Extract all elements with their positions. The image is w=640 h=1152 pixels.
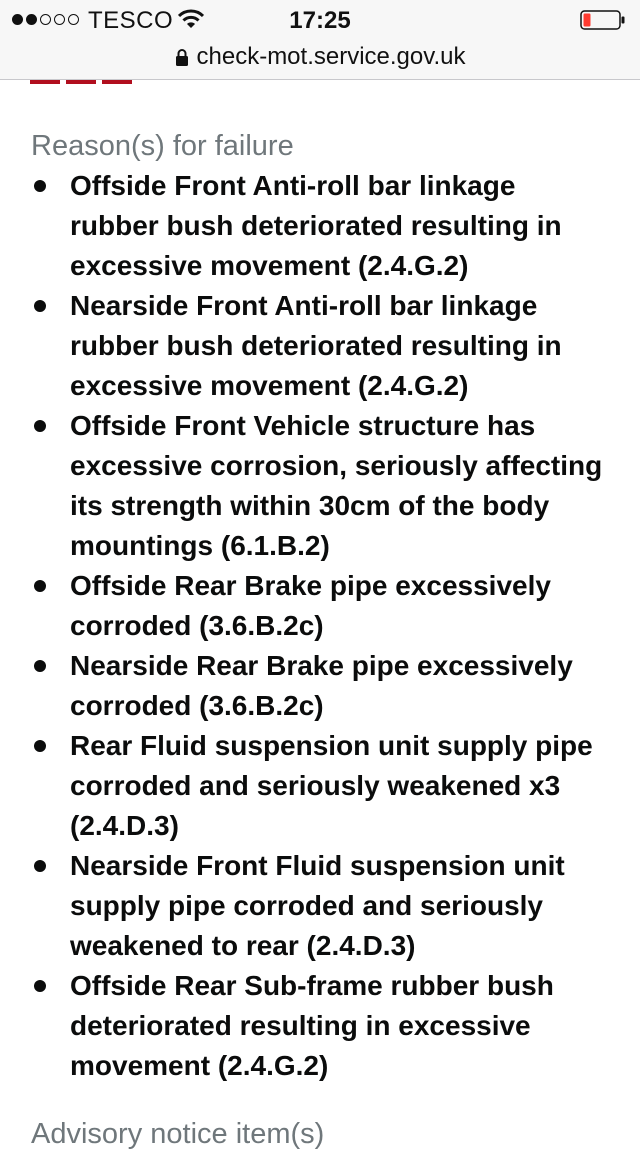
address-bar[interactable] — [0, 40, 640, 80]
advisory-heading: Advisory notice item(s) — [31, 1118, 325, 1150]
failure-reasons-list — [0, 166, 640, 1086]
failure-item — [0, 966, 640, 1086]
failure-item — [0, 166, 640, 286]
bullet-icon — [34, 660, 46, 672]
header-mark — [30, 80, 60, 84]
header-mark — [102, 80, 132, 84]
failure-item-text: Nearside Front Anti-roll bar linkage rubber bush deteriorated resulting in excessive movement (2.4.G.2) — [70, 290, 562, 401]
failure-item — [0, 646, 640, 726]
failure-item-text: Rear Fluid suspension unit supply pipe corroded and seriously weakened x3 (2.4.D.3) — [70, 730, 593, 841]
failure-item-text: Nearside Rear Brake pipe excessively corroded (3.6.B.2c) — [70, 650, 573, 721]
url-display[interactable] — [0, 43, 640, 71]
url-text[interactable]: check-mot.service.gov.uk — [196, 43, 466, 70]
bullet-icon — [34, 300, 46, 312]
failure-item-text: Offside Front Vehicle structure has excessive corrosion, seriously affecting its strength within 30cm of the body mountings (6.1.B.2) — [70, 410, 603, 561]
failure-item — [0, 846, 640, 966]
bullet-icon — [34, 580, 46, 592]
bullet-icon — [34, 740, 46, 752]
header-mark — [66, 80, 96, 84]
lock-icon — [175, 48, 189, 67]
page-header-remnant — [30, 80, 132, 84]
failure-reasons-heading: Reason(s) for failure — [31, 130, 294, 162]
failure-item-text: Offside Front Anti-roll bar linkage rubber bush deteriorated resulting in excessive movement (2.4.G.2) — [70, 170, 562, 281]
failure-item — [0, 566, 640, 646]
bullet-icon — [34, 980, 46, 992]
bullet-icon — [34, 860, 46, 872]
failure-item-text: Offside Rear Sub-frame rubber bush deteriorated resulting in excessive movement (2.4.G.2) — [70, 970, 554, 1081]
failure-item — [0, 726, 640, 846]
failure-item — [0, 286, 640, 406]
status-bar — [0, 0, 640, 40]
bullet-icon — [34, 180, 46, 192]
failure-item-text: Offside Rear Brake pipe excessively corroded (3.6.B.2c) — [70, 570, 551, 641]
bullet-icon — [34, 420, 46, 432]
status-time: 17:25 — [289, 7, 351, 34]
failure-item — [0, 406, 640, 566]
battery-icon — [580, 10, 626, 30]
failure-item-text: Nearside Front Fluid suspension unit supply pipe corroded and seriously weakened to rear (2.4.D.3) — [70, 850, 565, 961]
carrier-name: TESCO — [88, 7, 174, 34]
